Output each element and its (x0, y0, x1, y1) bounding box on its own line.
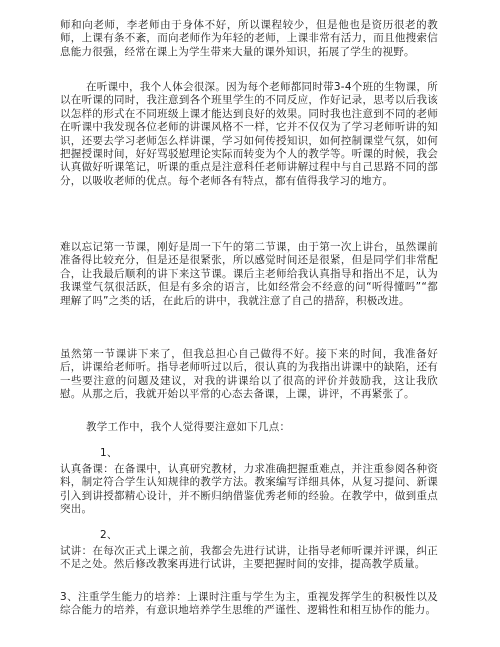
paragraph-careful-preparation: 认真备课：在备课中，认真研究教材，力求准确把握重难点，并注重参阅各种资料，制定符合学生认知规律的教学方法。教案编写详细具体，从复习提问、新课引入到讲授都精心设计，并不断归纳借鉴优秀老师的经验。在教学中，做到重点突出。 (60, 463, 438, 516)
list-number-1: 1、 (100, 447, 118, 459)
paragraph-teaching-points-intro: 教学工作中，我个人觉得要注意如下几点： (86, 421, 291, 433)
paragraph-student-ability: 3、注重学生能力的培养：上课时注重与学生为主，重视发挥学生的积极性以及综合能力的培养，有意识地培养学生思维的严谨性、逻辑性和相互协作的能力。 (60, 591, 438, 617)
paragraph-after-first-lesson: 虽然第一节课讲下来了，但我总担心自己做得不好。接下来的时间，我准备好后，讲课给老师听。指导老师听过以后，很认真的为我指出讲课中的缺陷，还有一些要注意的问题及建议，对我的讲课给以了很高的评价并鼓励我，这让我欣慰。从那之后，我就开始以平常的心态去备课，上课，讲评，不再紧张了。 (60, 348, 438, 401)
paragraph-teachers-intro: 师和向老师，李老师由于身体不好，所以课程较少，但是他也是资历很老的教师，上课有条不紊，而向老师作为年轻的老师，上课非常有活力，而且他搜索信息能力很强，经常在课上为学生带来大量的课外知识，拓展了学生的视野。 (60, 19, 438, 58)
paragraph-trial-lecture: 试讲：在每次正式上课之前，我都会先进行试讲，让指导老师听课并评课，纠正不足之处。然后修改教案再进行试讲，主要把握时间的安排，提高教学质量。 (60, 545, 438, 571)
list-number-2: 2、 (100, 529, 118, 541)
paragraph-first-lesson: 难以忘记第一节课，刚好是周一下午的第二节课，由于第一次上讲台，虽然课前准备得比较充分，但是还是很紧张，所以感觉时间还是很紧，但是同学们非常配合，让我最后顺利的讲下来这节课。课后主老师给我认真指导和指出不足，认为我课堂气氛很活跃，但是有多余的语言，比如经常会不经意的问“听得懂吗”“都理解了吗”之类的话，在此后的讲中，我就注意了自己的措辞，积极改进。 (60, 241, 438, 307)
paragraph-listening-experience: 在听课中，我个人体会很深。因为每个老师都同时带3-4个班的生物课，所以在听课的同时，我注意到各个班里学生的不同反应，作好记录，思考以后我该以怎样的形式在不同班级上课才能达到良好的效果。同时我也注意到不同的老师在听课中我发现各位老师的讲课风格不一样，它并不仅仅为了学习老师听讲的知识，还要去学习老师怎么样讲课，学习如何传授知识，如何控制课堂气氛，如何把握授课时间，好好骂驳慰理论实际而转变为个人的教学等。听课的时候，我会认真做好听课笔记，听课的重点是注意科任老师讲解过程中与自己思路不同的部分，以吸收老师的优点。每个老师各有特点，都有值得我学习的地方。 (60, 81, 438, 187)
